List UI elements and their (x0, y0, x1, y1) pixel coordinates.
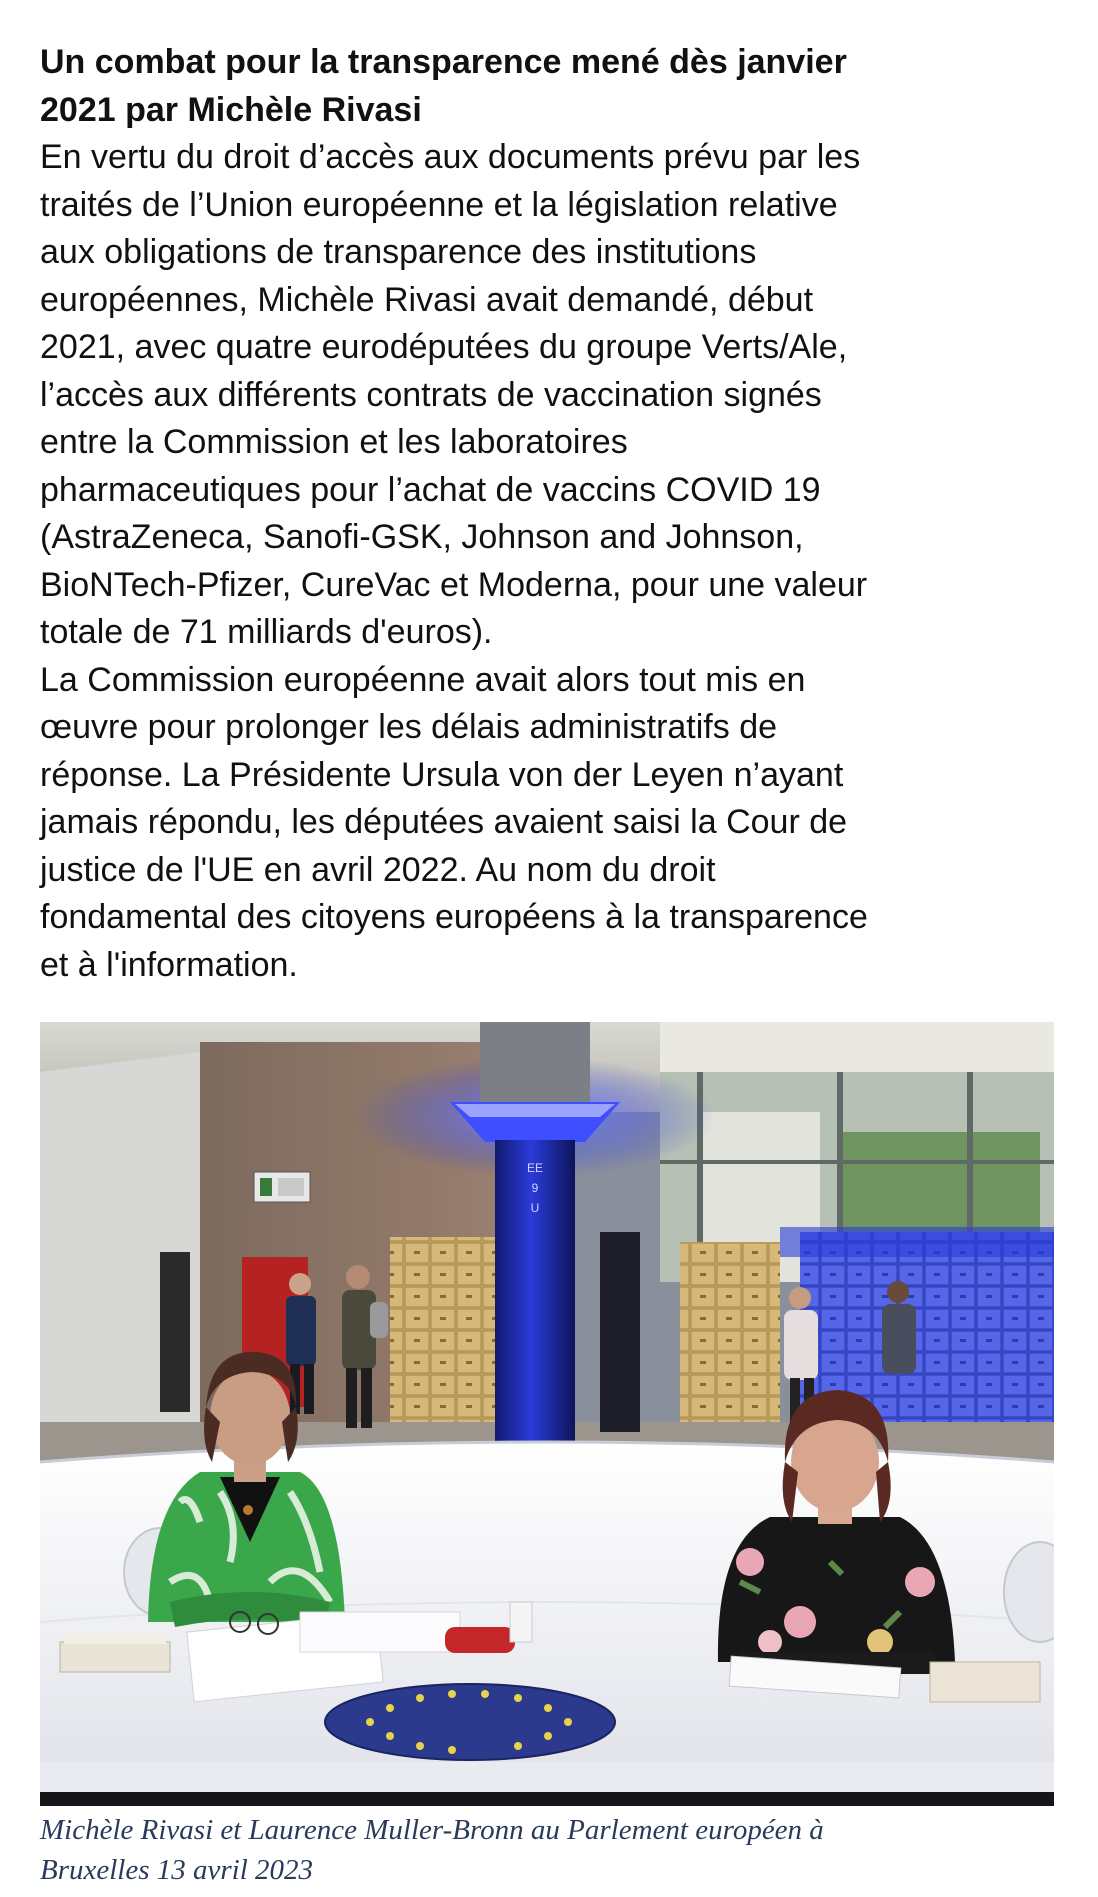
eu-flag-placemat (325, 1684, 615, 1760)
text-line: fondamental des citoyens européens à la transparence (40, 898, 868, 936)
photo-caption (40, 1810, 1060, 1890)
text-line: réponse. La Présidente Ursula von der Leyen n’ayant (40, 755, 844, 794)
text-line: aux obligations de transparence des institutions (40, 233, 757, 271)
text-line: totale de 71 milliards d'euros). (40, 613, 493, 651)
text-line: et à l'information. (40, 945, 298, 984)
photo-illustration (40, 1022, 1054, 1806)
pillar-sign: EE (526, 1161, 544, 1175)
paragraph-access-request (40, 134, 1060, 657)
lockers-left (390, 1237, 500, 1427)
article (40, 38, 1060, 989)
text-line: œuvre pour prolonger les délais administratifs de (40, 708, 778, 746)
text-line: traités de l’Union européenne et la législation relative (40, 185, 838, 224)
caption-line: Michèle Rivasi et Laurence Muller-Bronn au Parlement européen à (40, 1814, 824, 1846)
text-line: La Commission européenne avait alors tout mis en (40, 660, 806, 699)
text-line: pharmaceutiques pour l’achat de vaccins COVID 19 (40, 470, 821, 509)
text-line: justice de l'UE en avril 2022. Au nom du droit (40, 850, 716, 889)
text-line: (AstraZeneca, Sanofi-GSK, Johnson and Johnson, (40, 518, 804, 556)
article-photo (40, 1022, 1054, 1806)
headline-line: Un combat pour la transparence mené dès janvier (40, 43, 847, 81)
caption-line: Bruxelles 13 avril 2023 (40, 1854, 314, 1886)
text-line: 2021, avec quatre eurodéputées du groupe Verts/Ale, (40, 328, 848, 366)
text-line: entre la Commission et les laboratoires (40, 423, 628, 461)
text-line: l’accès aux différents contrats de vaccination signés (40, 375, 822, 414)
text-line: BioNTech-Pfizer, CureVac et Moderna, pour une valeur (40, 565, 868, 604)
paragraph-commission-response (40, 657, 1060, 990)
pillar-sign: U (530, 1201, 540, 1215)
pillar-sign: 9 (531, 1181, 539, 1195)
text-line: jamais répondu, les députées avaient saisi la Cour de (40, 803, 848, 841)
text-line: En vertu du droit d’accès aux documents prévu par les (40, 138, 861, 176)
headline (40, 38, 1060, 134)
text-line: européennes, Michèle Rivasi avait demandé, début (40, 280, 814, 319)
headline-line: 2021 par Michèle Rivasi (40, 91, 422, 129)
